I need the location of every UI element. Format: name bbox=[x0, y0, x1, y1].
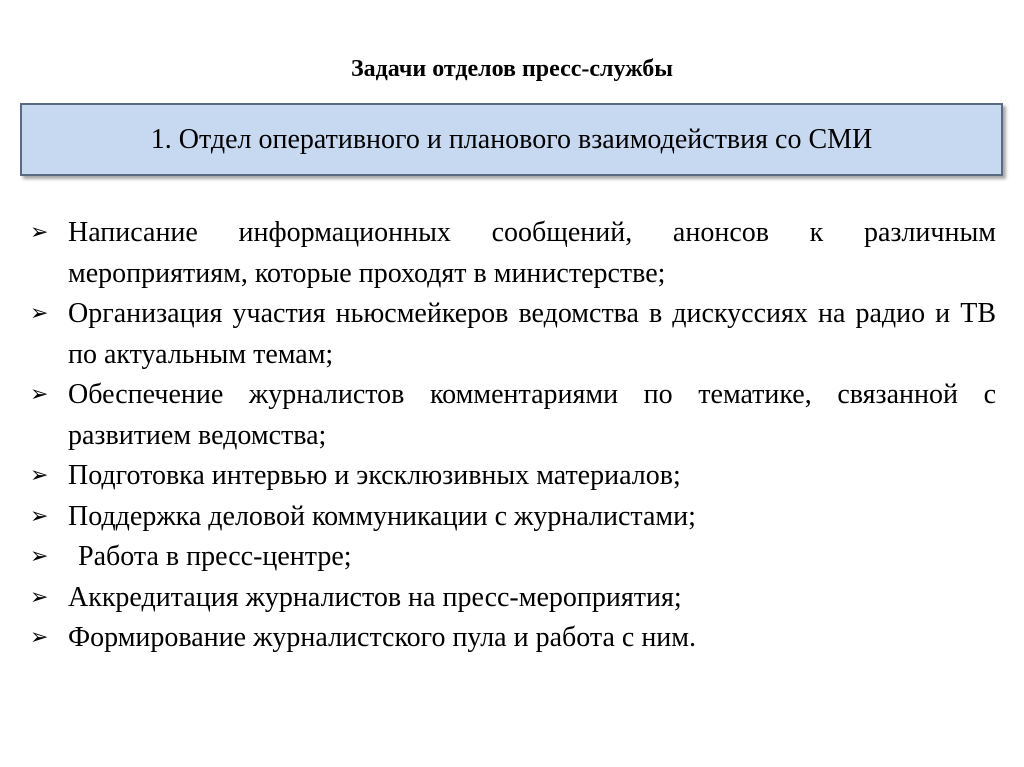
task-text: Подготовка интервью и эксклюзивных материалов; bbox=[68, 460, 681, 491]
task-item bbox=[30, 618, 996, 659]
slide-title: Задачи отделов пресс-службы bbox=[350, 56, 674, 82]
task-item bbox=[30, 213, 996, 294]
task-item bbox=[30, 578, 996, 619]
arrowhead-bullet-icon: ➢ bbox=[30, 625, 49, 650]
task-text: Написание информационных сообщений, анонсов к различным мероприятиям, которые проходят в министерстве; bbox=[68, 217, 996, 289]
arrowhead-bullet-icon: ➢ bbox=[30, 503, 49, 529]
task-item bbox=[30, 497, 996, 538]
task-item bbox=[30, 537, 996, 578]
task-item bbox=[30, 294, 996, 375]
department-header-text: 1. Отдел оперативного и планового взаимодействия со СМИ bbox=[150, 123, 873, 155]
arrowhead-bullet-icon: ➢ bbox=[30, 301, 49, 326]
arrowhead-bullet-icon: ➢ bbox=[30, 584, 49, 610]
task-text: Организация участия ньюсмейкеров ведомства в дискуссиях на радио и ТВ по актуальным темам; bbox=[68, 298, 996, 370]
task-text: Обеспечение журналистов комментариями по тематике, связанной с развитием ведомства; bbox=[68, 379, 996, 451]
arrowhead-bullet-icon: ➢ bbox=[30, 220, 49, 245]
task-item bbox=[30, 375, 996, 456]
task-list bbox=[30, 213, 996, 659]
arrowhead-bullet-icon: ➢ bbox=[30, 463, 49, 488]
task-text: Формирование журналистского пула и работа с ним. bbox=[68, 622, 697, 653]
department-header-box bbox=[20, 103, 1003, 176]
task-text: Аккредитация журналистов на пресс-мероприятия; bbox=[68, 581, 682, 613]
arrowhead-bullet-icon: ➢ bbox=[30, 544, 49, 569]
arrowhead-bullet-icon: ➢ bbox=[30, 382, 49, 407]
task-item bbox=[30, 456, 996, 497]
task-text: Поддержка деловой коммуникации с журналистами; bbox=[68, 500, 696, 532]
task-text: Работа в пресс-центре; bbox=[78, 541, 352, 572]
